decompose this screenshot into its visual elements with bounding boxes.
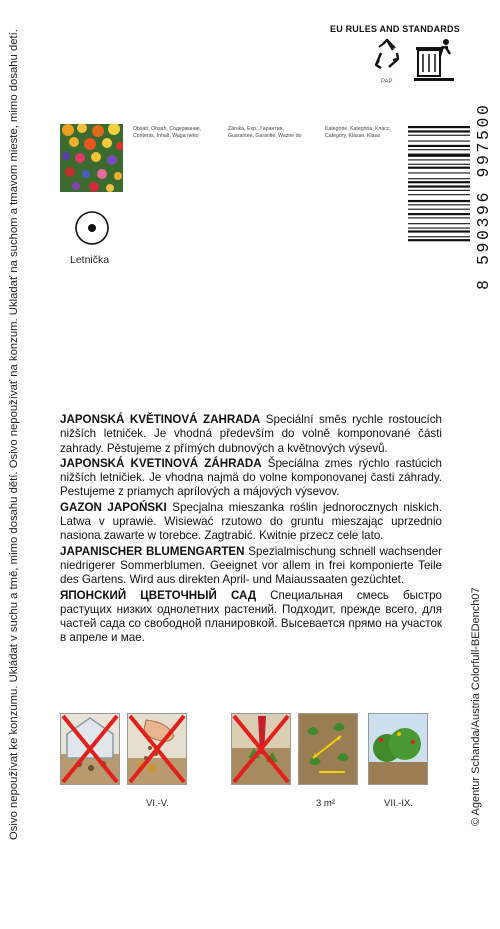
flowering-bush-icon bbox=[368, 713, 428, 785]
description-pl bbox=[60, 501, 442, 544]
spacing-caption: 3 m² bbox=[316, 798, 335, 809]
description-sk bbox=[60, 457, 442, 500]
sowing-period-caption: VI.-V. bbox=[146, 798, 169, 809]
legend-guarantee bbox=[228, 126, 301, 140]
legend-category bbox=[325, 126, 391, 140]
legend-contents bbox=[133, 126, 201, 140]
flowering-period-caption: VII.-IX. bbox=[384, 798, 414, 809]
product-description bbox=[60, 413, 442, 647]
description-text: Špeciálna zmes rýchlo rastúcich nižších letničiek. Je vhodna najmä do volne komponovanej časti záhrady. Pestujeme z priamych aprílových a májových výsevov. bbox=[60, 456, 442, 499]
legend-category-line: Kategorie, Kategória, Класс, bbox=[325, 126, 391, 132]
description-de bbox=[60, 545, 442, 588]
description-text: Spezialmischung schnell wachsender niedrigerer Sommerblumen. Geeignet vor allem in frei komponierte Teile des Gartens. Wird aus direkten April- und Maiaussaaten gezüchtet. bbox=[60, 544, 442, 587]
hand-sowing-icon bbox=[127, 713, 187, 785]
description-title: JAPONSKÁ KVĚTINOVÁ ZAHRADA bbox=[60, 413, 261, 426]
description-text: Speciální směs rychle rostoucích nižších letniček. Je vhodná především do volně komponované části zahrady. Pěstujeme z přímých dubnových a květnových výsevů. bbox=[60, 413, 442, 455]
description-cs bbox=[60, 413, 442, 456]
legend-guarantee-line: Záruka, Exp., Гарантия, bbox=[228, 126, 284, 132]
eu-rules-label: EU RULES AND STANDARDS bbox=[330, 24, 460, 34]
description-text: Специальная смесь быстро растущих низких однолетних растений. Подходит, прежде всего, для частей сада со свободной планировкой. Высевается прямо на участок в апреле и мае. bbox=[60, 588, 442, 645]
flower-photo bbox=[60, 124, 123, 192]
recycle-icon bbox=[370, 38, 404, 72]
annual-sun-icon bbox=[74, 210, 110, 246]
description-title: JAPONSKÁ KVETINOVÁ ZÁHRADA bbox=[60, 456, 262, 470]
copyright-vertical: © Agentur Schanda/Austria Colorfull-BEDench07 bbox=[470, 587, 482, 826]
pap-label: PAP bbox=[381, 79, 393, 85]
description-title: JAPANISCHER BLUMENGARTEN bbox=[60, 544, 245, 558]
seedling-spacing-icon bbox=[298, 713, 358, 785]
description-title: GAZON JAPOŃSKI bbox=[60, 500, 167, 514]
legend-contents-line: Contents, Inhalt, Waga netto bbox=[133, 133, 199, 139]
trash-bin-icon bbox=[412, 34, 460, 82]
planting-tool-icon bbox=[231, 713, 291, 785]
legend-guarantee-line: Guarantee, Garantie, Ważne do bbox=[228, 133, 302, 139]
description-ru bbox=[60, 589, 442, 646]
annual-label: Letnička bbox=[70, 254, 110, 266]
barcode-digits: 8 590396 997500 bbox=[474, 102, 493, 290]
description-text: Specjalna mieszanka roślin jednorocznych niskich. Latwa v uprawie. Wisiewać rzutowo do gruntu mieszając uprzednio nasiona zawarte w torebce. Zagtrabić. Kwitnie przecz cele lato. bbox=[60, 500, 442, 543]
barcode bbox=[408, 126, 470, 278]
legend-category-line: Category, Klasse, Klasa bbox=[325, 133, 380, 139]
glass-sowing-icon bbox=[60, 713, 120, 785]
description-title: ЯПОНСКИЙ ЦВЕТОЧНЫЙ САД bbox=[60, 588, 257, 602]
storage-warning-vertical: Osivo nepoužívat ke konzumu. Ukládat v suchu a tmě, mimo dosahu dětí. Osivo nepoužívať na konzum. Ukladať na suchom a tmavom mieste, mimo dosahu detí. bbox=[8, 29, 20, 840]
legend-contents-line: Obsah, Obsah, Содержание, bbox=[133, 126, 202, 132]
